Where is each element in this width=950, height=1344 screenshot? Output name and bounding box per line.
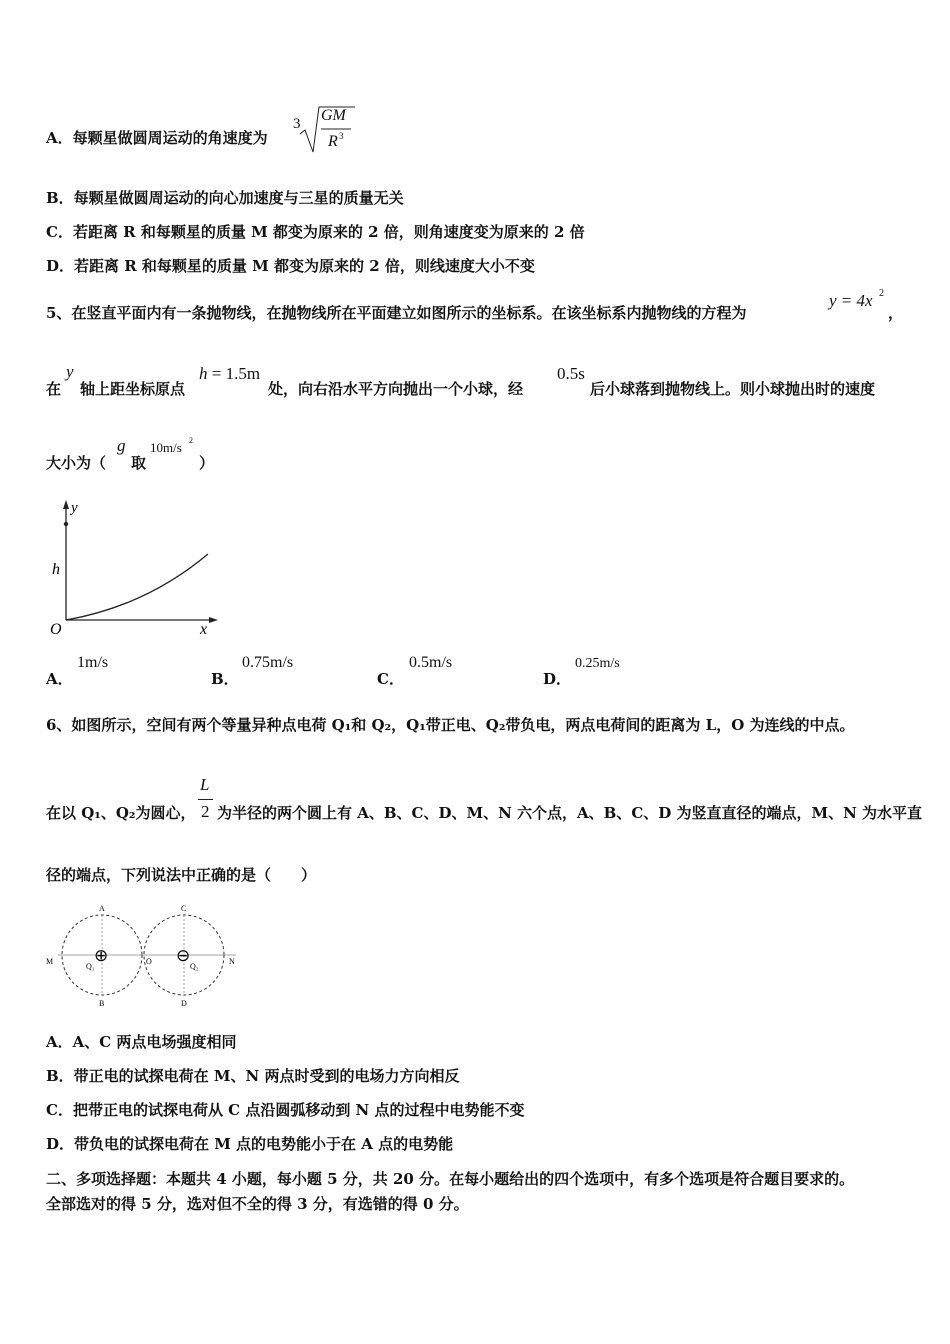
q6-fraction-denominator: 2 [201,802,210,821]
q6-charge-diagram [44,901,244,1009]
charge-q1-label: Q₁ [86,962,95,971]
q5-option-c-value: 0.5m/s [409,654,453,671]
q5-option-c-label: C． [377,670,404,688]
graph-h-label: h [52,561,60,578]
q5-g-exponent: 2 [189,436,193,445]
q5-option-b-label: B． [211,670,239,688]
q6-option-b[interactable]: B．带正电的试探电荷在 M、N 两点时受到的电场力方向相反 [46,1067,460,1085]
point-m-label: M [46,957,54,966]
q5-h-value: = 1.5m [207,364,261,383]
q6-stem-line3: 径的端点，下列说法中正确的是（ ） [46,866,317,884]
charge-q2-label: Q₂ [190,962,199,971]
q6-option-a[interactable]: A．A、C 两点电场强度相同 [46,1033,237,1051]
q4-option-a-text: A．每颗星做圆周运动的角速度为 [46,129,268,147]
q5-option-a-value: 1m/s [77,654,109,671]
q4-option-d[interactable]: D．若距离 R 和每颗星的质量 M 都变为原来的 2 倍，则线速度大小不变 [46,257,535,275]
q5-line3-a: 大小为（ [46,454,107,472]
q6-line2-a: 在以 Q₁、Q₂为圆心， [46,804,196,822]
positive-charge-icon: ⊕ [94,946,109,965]
q4-option-b[interactable]: B．每颗星做圆周运动的向心加速度与三星的质量无关 [46,189,404,207]
q5-line3-b: 取 [131,454,147,472]
denominator-exponent: 3 [339,131,344,141]
point-c-label: C [181,904,187,913]
q5-line2-b: 轴上距坐标原点 [80,380,186,398]
point-a-label: A [99,904,105,913]
point-b-label: B [99,999,105,1008]
q5-option-a-label: A． [46,670,73,688]
q6-option-d[interactable]: D．带负电的试探电荷在 M 点的电势能小于在 A 点的电势能 [46,1135,454,1153]
point-o-label: O [146,957,152,966]
section2-heading: 二、多项选择题：本题共 4 小题，每小题 5 分，共 20 分。在每小题给出的四个选项中，有多个选项是符合题目要求的。 [46,1170,855,1188]
q5-y-var: y [66,362,74,381]
q5-g-value: 10m/s [150,440,182,455]
q5-time-value: 0.5s [557,364,585,383]
q6-fraction [198,775,214,825]
graph-x-label: x [200,621,208,638]
q4-option-c[interactable]: C．若距离 R 和每颗星的质量 M 都变为原来的 2 倍，则角速度变为原来的 2 倍 [46,223,585,241]
q4-option-a[interactable] [46,127,268,148]
q5-option-d-label: D． [543,670,572,688]
q5-line2-d: 后小球落到抛物线上。则小球抛出时的速度 [590,380,876,398]
fraction-denominator: R [328,133,338,150]
section2-instructions: 全部选对的得 5 分，选对但不全的得 3 分，有选错的得 0 分。 [46,1195,469,1213]
negative-charge-icon: ⊖ [176,946,191,965]
q5-g-var: g [117,436,126,455]
point-d-label: D [181,999,187,1008]
q5-stem-line1 [46,302,746,323]
q6-option-c[interactable]: C．把带正电的试探电荷从 C 点沿圆弧移动到 N 点的过程中电势能不变 [46,1101,525,1119]
q6-stem-line1: 6、如图所示，空间有两个等量异种点电荷 Q₁和 Q₂，Q₁带正电、Q₂带负电，两点电荷间的距离为 L，O 为连线的中点。 [46,716,855,734]
q5-option-d-value: 0.25m/s [575,656,620,671]
graph-y-label: y [71,500,78,516]
q5-equation: y = 4x [829,291,873,310]
q5-line2-c: 处，向右沿水平方向抛出一个小球，经 [268,380,524,398]
q5-h-var: h [199,364,208,383]
q5-line1-text: 5、在竖直平面内有一条抛物线，在抛物线所在平面建立如图所示的坐标系。在该坐标系内抛物线的方程为 [46,304,747,322]
q6-fraction-bar [198,799,213,800]
q6-fraction-numerator: L [200,775,210,794]
q5-h-equation [199,364,260,384]
q5-option-b-value: 0.75m/s [242,654,294,671]
root-index: 3 [293,116,301,132]
q5-equation-exponent: 2 [879,288,884,299]
point-n-label: N [229,957,235,966]
q4-option-a-formula [293,104,363,156]
q5-line3-c: ） [199,454,215,472]
q5-line2-a: 在 [46,380,62,398]
q5-line1-end: ， [888,304,904,322]
q6-line2-b: 为半径的两个圆上有 A、B、C、D、M、N 六个点，A、B、C、D 为竖直直径的端点，M、N 为水平直 [217,804,923,822]
fraction-numerator: GM [321,107,346,124]
q5-parabola-graph [46,494,236,644]
graph-origin-label: O [50,621,62,638]
